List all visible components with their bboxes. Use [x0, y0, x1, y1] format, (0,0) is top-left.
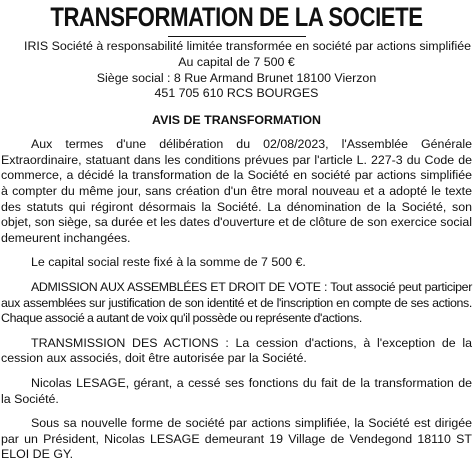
notice-heading: AVIS DE TRANSFORMATION [152, 113, 321, 128]
paragraph-transmission: TRANSMISSION DES ACTIONS : La cession d'actions, à l'exception de la cession aux associés, doit être autorisée par la Société. [1, 335, 472, 366]
registered-office-line: Siège social : 8 Rue Armand Brunet 18100 Vierzon [96, 70, 377, 85]
paragraph-admission: ADMISSION AUX ASSEMBLÉES ET DROIT DE VOTE : Tout associé peut participer aux assemblées sur justification de son identité et de l'inscription en compte de ses actions. Chaque associé a autant de voix qu'il possède ou représente d'actions. [1, 279, 472, 326]
paragraph-president: Sous sa nouvelle forme de société par actions simplifiée, la Société est dirigée par un Président, Nicolas LESAGE demeurant 19 Village de Vendegond 18110 ST ELOI DE GY. [1, 416, 472, 462]
company-name-line: IRIS Société à responsabilité limitée transformée en société par actions simplifiée [24, 39, 471, 53]
paragraph-deliberation: Aux termes d'une délibération du 02/08/2023, l'Assemblée Générale Extraordinaire, statuant dans les conditions prévues par l'article L. 227-3 du Code de commerce, a décidé la transformation de la Société en société par actions simplifiée à compter du même jour, sans création d'un être moral nouveau et a adopté le texte des statuts qui régiront désormais la Société. La dénomination de la Société, son objet, son siège, sa durée et les dates d'ouverture et de clôture de son exercice social demeurent inchangées. [1, 137, 472, 245]
rcs-line: 451 705 610 RCS BOURGES [154, 86, 319, 101]
paragraph-capital: Le capital social reste fixé à la somme de 7 500 €. [31, 255, 306, 270]
notice-title: TRANSFORMATION DE LA SOCIETE [50, 2, 423, 32]
title-underline [168, 36, 306, 37]
capital-line: Au capital de 7 500 € [178, 54, 295, 69]
paragraph-manager: Nicolas LESAGE, gérant, a cessé ses fonctions du fait de la transformation de la Société. [1, 375, 472, 406]
